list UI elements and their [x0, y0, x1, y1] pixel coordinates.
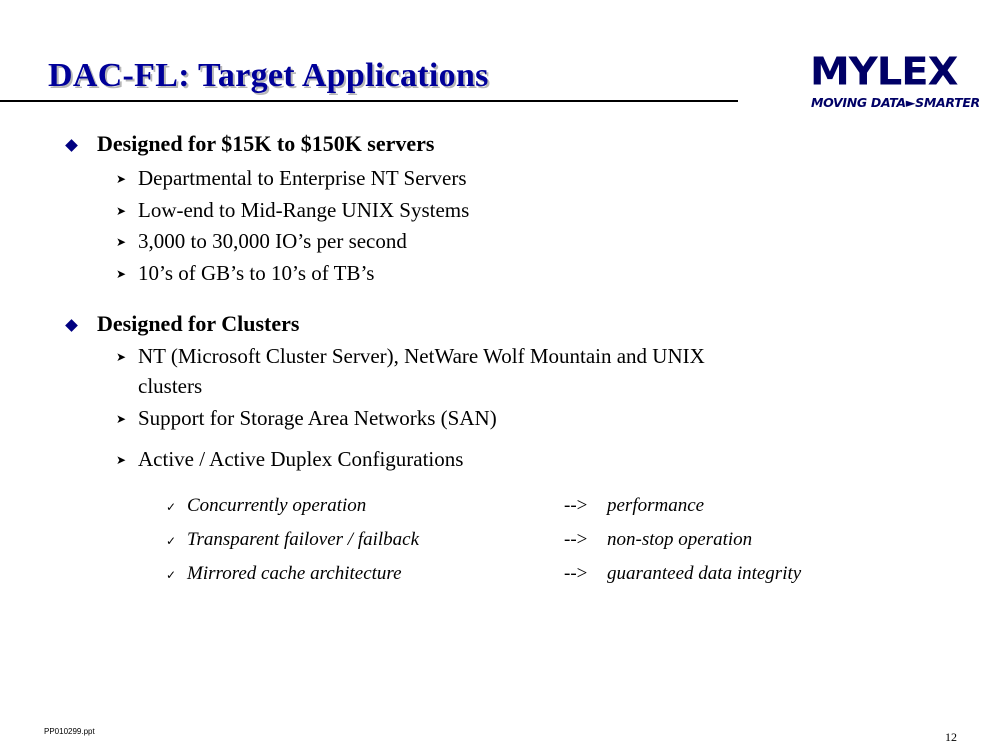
- section-heading: Designed for $15K to $150K servers: [97, 131, 435, 156]
- arrowhead-bullet-icon: ➤: [116, 204, 127, 218]
- benefit-text: non-stop operation: [607, 529, 753, 550]
- page-number: 12: [945, 730, 957, 744]
- benefit-text: performance: [607, 495, 705, 516]
- checkmark-icon: ✓: [166, 568, 177, 582]
- footer-filename: PP010299.ppt: [44, 727, 95, 736]
- list-item: Departmental to Enterprise NT Servers: [138, 166, 467, 190]
- feature-text: Mirrored cache architecture: [187, 563, 402, 584]
- list-item: Low-end to Mid-Range UNIX Systems: [138, 198, 470, 222]
- list-item: 3,000 to 30,000 IO’s per second: [138, 229, 407, 253]
- list-item-continuation: clusters: [138, 374, 203, 398]
- feature-text: Concurrently operation: [187, 495, 367, 516]
- arrowhead-bullet-icon: ➤: [116, 267, 127, 281]
- diamond-bullet-icon: [65, 139, 78, 152]
- mylex-logo: [808, 50, 980, 119]
- diamond-bullet-icon: [65, 319, 78, 332]
- list-item: Support for Storage Area Networks (SAN): [138, 406, 497, 430]
- arrow-text: -->: [564, 529, 588, 550]
- arrowhead-bullet-icon: ➤: [116, 235, 127, 249]
- list-item: 10’s of GB’s to 10’s of TB’s: [138, 261, 375, 285]
- arrowhead-bullet-icon: ➤: [116, 350, 127, 364]
- list-item: NT (Microsoft Cluster Server), NetWare Wolf Mountain and UNIX: [138, 344, 705, 368]
- logo-wordmark: MYLEX: [810, 50, 958, 94]
- slide-title: DAC-FL: Target Applications: [48, 57, 489, 94]
- title-underline: [0, 100, 738, 102]
- arrowhead-bullet-icon: ➤: [116, 172, 127, 186]
- feature-text: Transparent failover / failback: [187, 529, 420, 550]
- list-item: Active / Active Duplex Configurations: [138, 447, 464, 471]
- arrow-text: -->: [564, 563, 588, 584]
- arrowhead-bullet-icon: ➤: [116, 453, 127, 467]
- arrowhead-bullet-icon: ➤: [116, 412, 127, 426]
- section-heading: Designed for Clusters: [97, 311, 300, 336]
- arrow-text: -->: [564, 495, 588, 516]
- benefit-text: guaranteed data integrity: [607, 563, 802, 584]
- logo-tagline: MOVING DATA►SMARTER: [811, 95, 980, 110]
- checkmark-icon: ✓: [166, 500, 177, 514]
- checkmark-icon: ✓: [166, 534, 177, 548]
